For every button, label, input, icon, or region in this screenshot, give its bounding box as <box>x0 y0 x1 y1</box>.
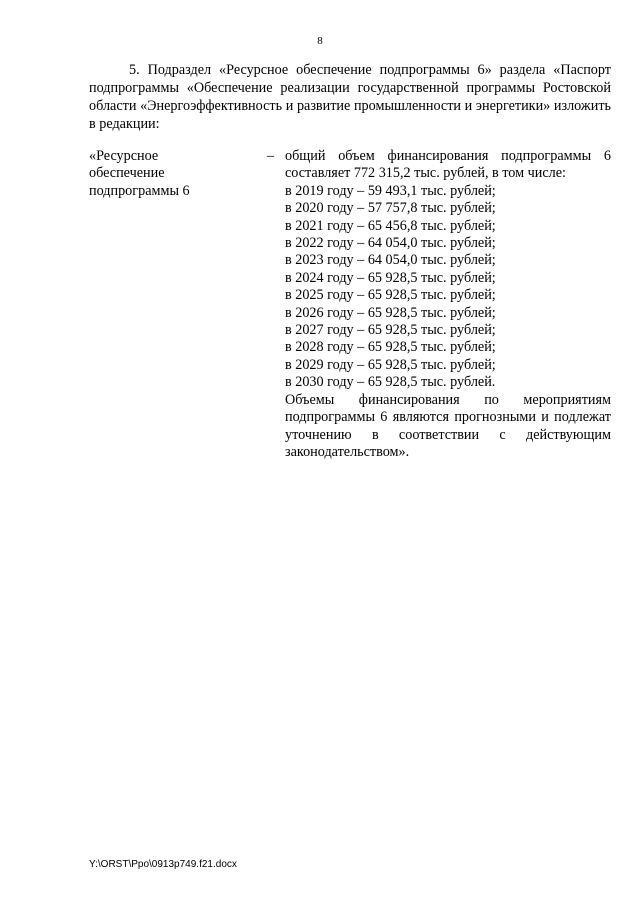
funding-year-line: в 2025 году – 65 928,5 тыс. рублей; <box>285 287 496 304</box>
funding-year-line: в 2023 году – 64 054,0 тыс. рублей; <box>285 252 496 269</box>
passport-value-cell <box>285 148 611 461</box>
funding-year-line: в 2028 году – 65 928,5 тыс. рублей; <box>285 339 496 356</box>
intro-paragraph: 5. Подраздел «Ресурсное обеспечение подпрограммы 6» раздела «Паспорт подпрограммы «Обеспечение реализации государственной программы Ростовской области «Энергоэффективность и развитие промышленности и энергетики» изложить в редакции: <box>89 62 611 132</box>
funding-year-line: в 2029 году – 65 928,5 тыс. рублей; <box>285 356 496 373</box>
funding-year-line: в 2027 году – 65 928,5 тыс. рублей; <box>285 322 496 339</box>
passport-label-cell <box>89 148 239 200</box>
funding-year-line: в 2024 году – 65 928,5 тыс. рублей; <box>285 269 496 286</box>
funding-year-line: в 2030 году – 65 928,5 тыс. рублей. <box>285 374 496 391</box>
funding-year-line: в 2026 году – 65 928,5 тыс. рублей; <box>285 304 496 321</box>
passport-dash: – <box>267 148 275 164</box>
funding-year-line: в 2022 году – 64 054,0 тыс. рублей; <box>285 235 496 252</box>
footer-file-path: Y:\ORST\Ppo\0913p749.f21.docx <box>89 859 237 870</box>
passport-label-line: обеспечение <box>89 165 165 182</box>
funding-year-line: в 2019 году – 59 493,1 тыс. рублей; <box>285 182 496 199</box>
funding-total-text: общий объем финансирования подпрограммы 6 составляет 772 315,2 тыс. рублей, в том числе: <box>285 148 611 182</box>
funding-year-line: в 2021 году – 65 456,8 тыс. рублей; <box>285 217 496 234</box>
passport-label-line: подпрограммы 6 <box>89 182 190 199</box>
passport-label-line: «Ресурсное <box>89 148 159 164</box>
funding-year-line: в 2020 году – 57 757,8 тыс. рублей; <box>285 200 496 217</box>
funding-note-text: Объемы финансирования по мероприятиям подпрограммы 6 являются прогнозными и подлежат уточнению в соответствии с действующим законодательством». <box>285 391 611 460</box>
page-number: 8 <box>317 35 323 47</box>
